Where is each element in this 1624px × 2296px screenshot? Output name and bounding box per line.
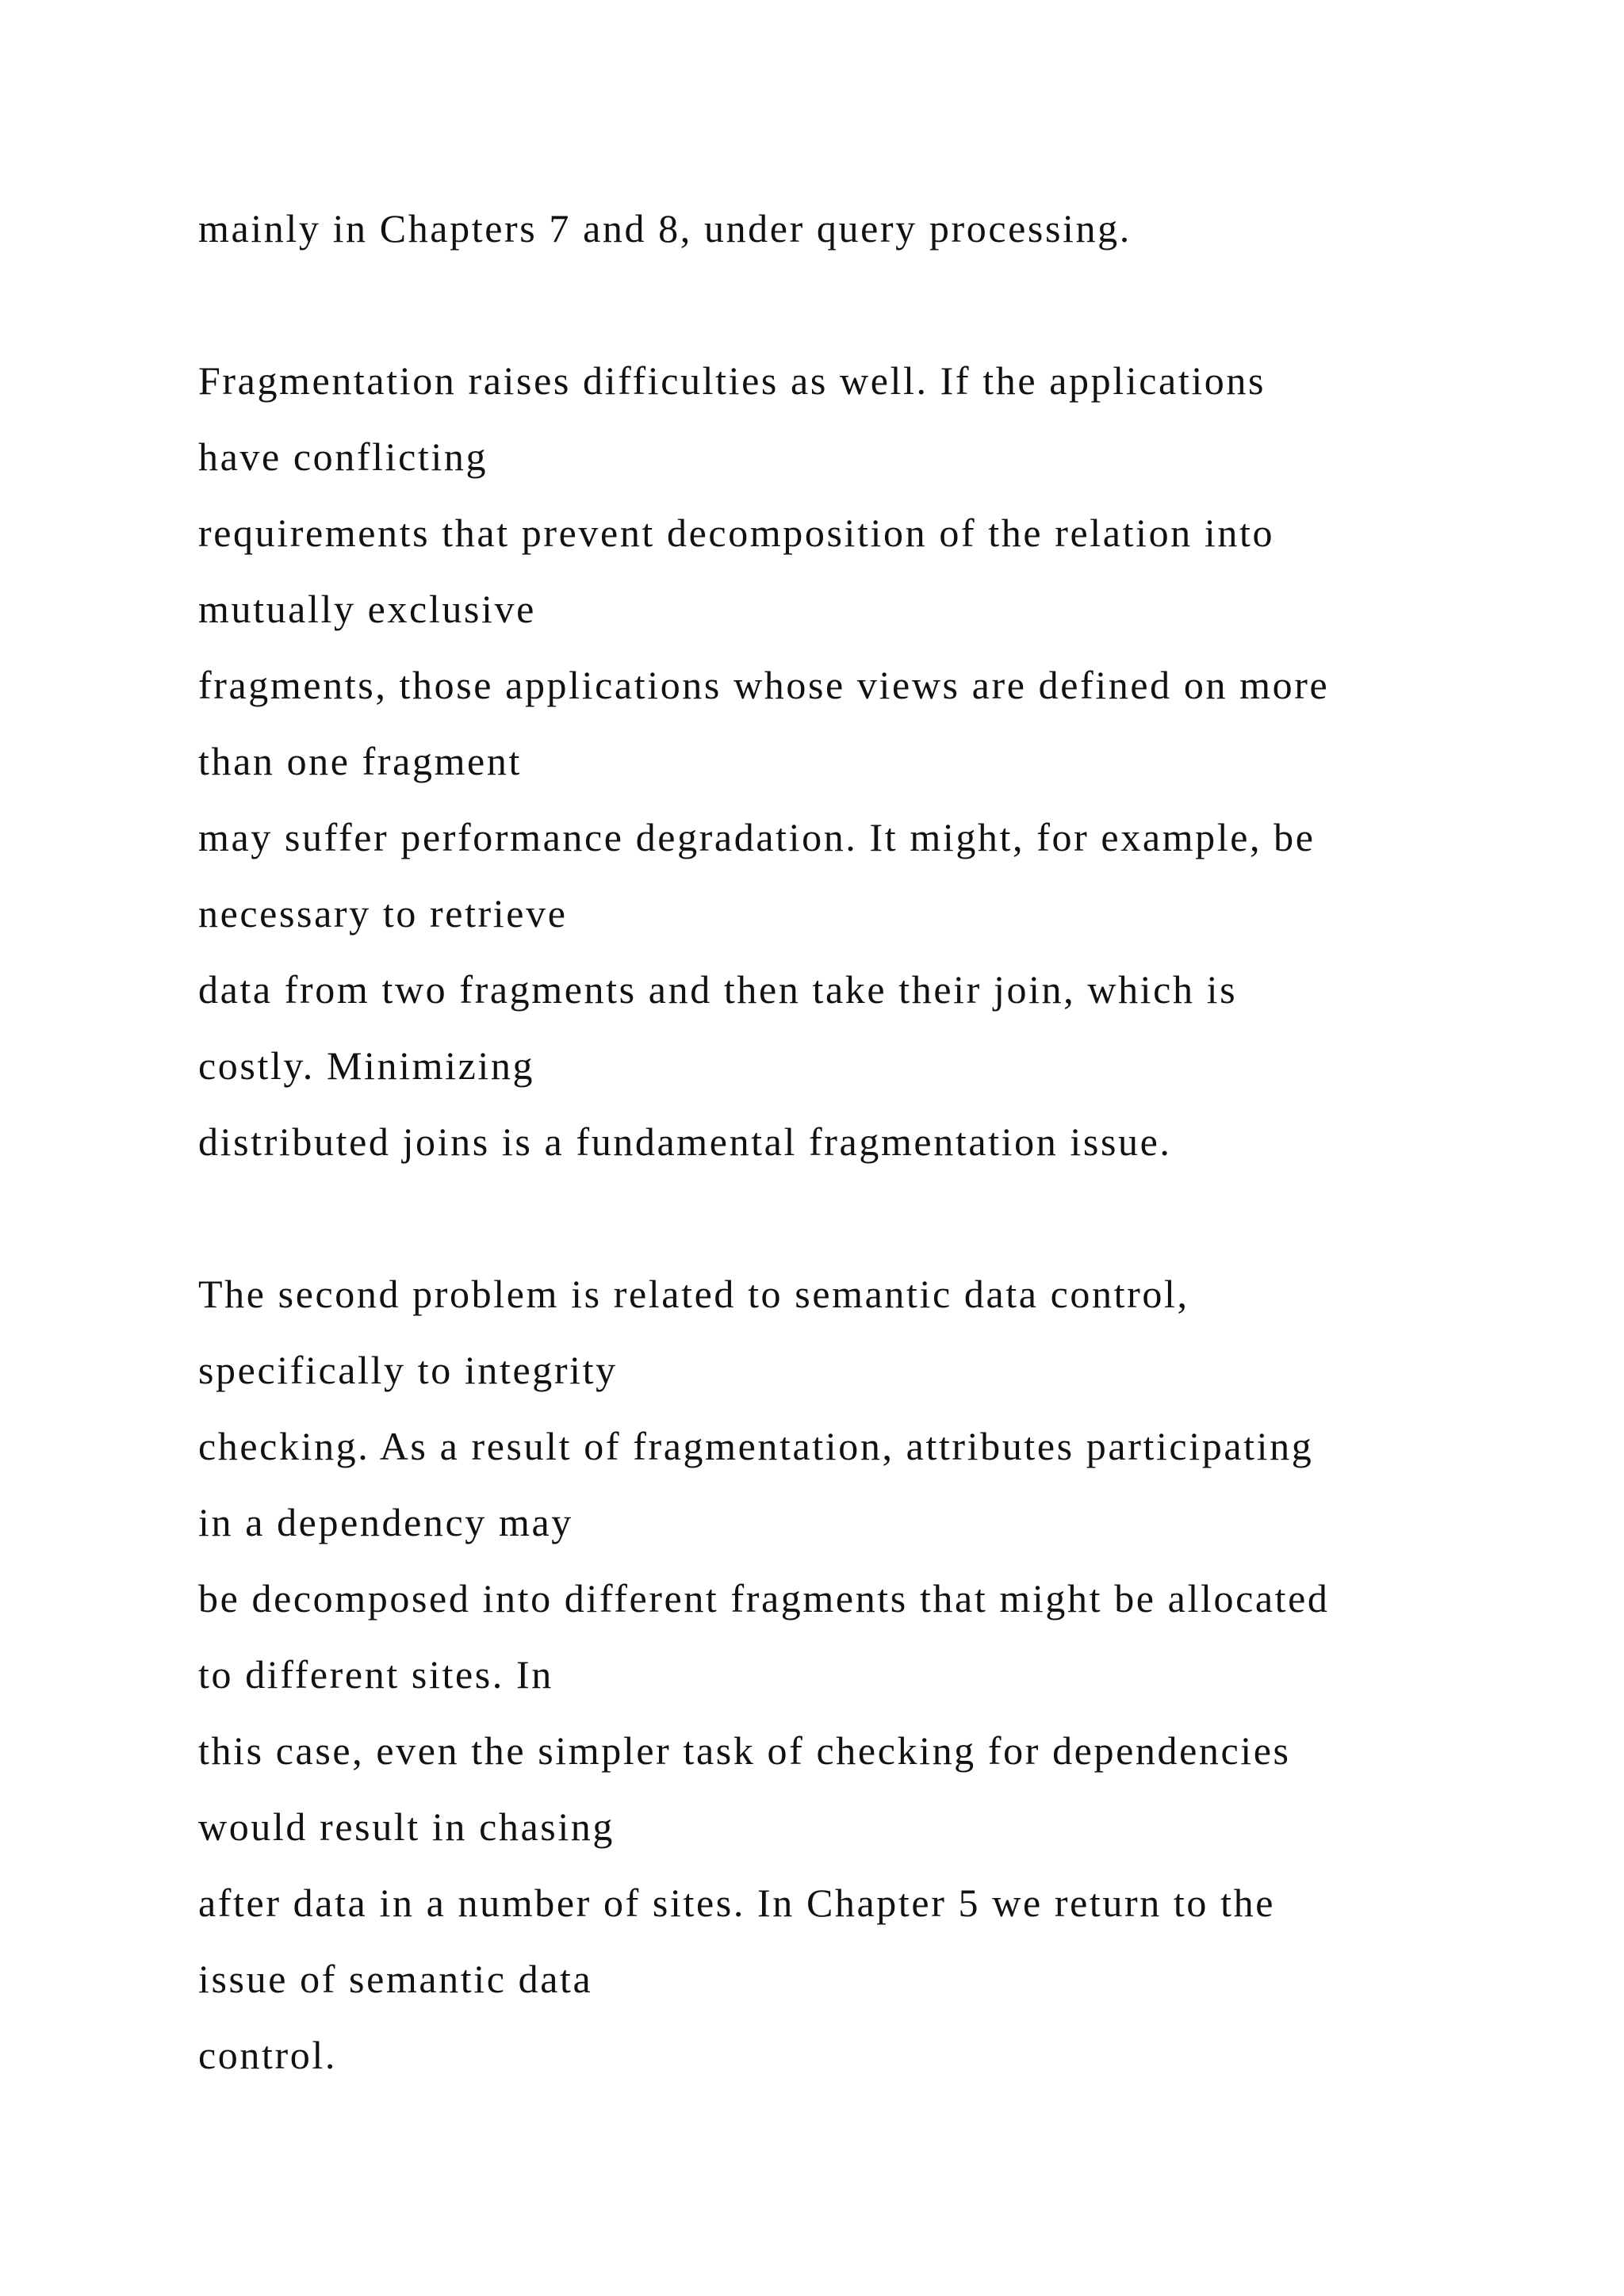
- paragraph-spacer: [198, 266, 1507, 342]
- text-line: costly. Minimizing: [198, 1043, 535, 1088]
- text-line: have conflicting: [198, 434, 488, 479]
- text-line: requirements that prevent decomposition of the relation into: [198, 511, 1275, 555]
- text-line: this case, even the simpler task of checking for dependencies: [198, 1728, 1291, 1773]
- text-line: Fragmentation raises difficulties as well. If the applications: [198, 358, 1266, 403]
- text-line: distributed joins is a fundamental fragmentation issue.: [198, 1119, 1172, 1164]
- paragraph-query-processing: [198, 190, 1507, 266]
- text-line: fragments, those applications whose views are defined on more: [198, 663, 1330, 707]
- text-line: in a dependency may: [198, 1500, 573, 1544]
- paragraph-fragmentation-difficulties: [198, 342, 1507, 1180]
- text-line: be decomposed into different fragments that might be allocated: [198, 1576, 1330, 1621]
- text-line: checking. As a result of fragmentation, attributes participating: [198, 1424, 1314, 1468]
- text-line: specifically to integrity: [198, 1348, 618, 1392]
- text-line: mutually exclusive: [198, 587, 536, 631]
- text-line: The second problem is related to semantic data control,: [198, 1272, 1189, 1316]
- text-line: necessary to retrieve: [198, 891, 568, 936]
- text-line: mainly in Chapters 7 and 8, under query processing.: [198, 206, 1132, 251]
- text-line: control.: [198, 2033, 337, 2077]
- text-line: to different sites. In: [198, 1652, 553, 1697]
- body-text: [198, 190, 1507, 2093]
- text-line: issue of semantic data: [198, 1957, 593, 2001]
- text-line: may suffer performance degradation. It might, for example, be: [198, 815, 1316, 859]
- text-line: would result in chasing: [198, 1804, 615, 1849]
- paragraph-spacer: [198, 1180, 1507, 1256]
- paragraph-semantic-data-control: [198, 1256, 1507, 2093]
- text-line: after data in a number of sites. In Chapter 5 we return to the: [198, 1881, 1276, 1925]
- text-line: than one fragment: [198, 739, 522, 783]
- text-line: data from two fragments and then take their join, which is: [198, 967, 1238, 1012]
